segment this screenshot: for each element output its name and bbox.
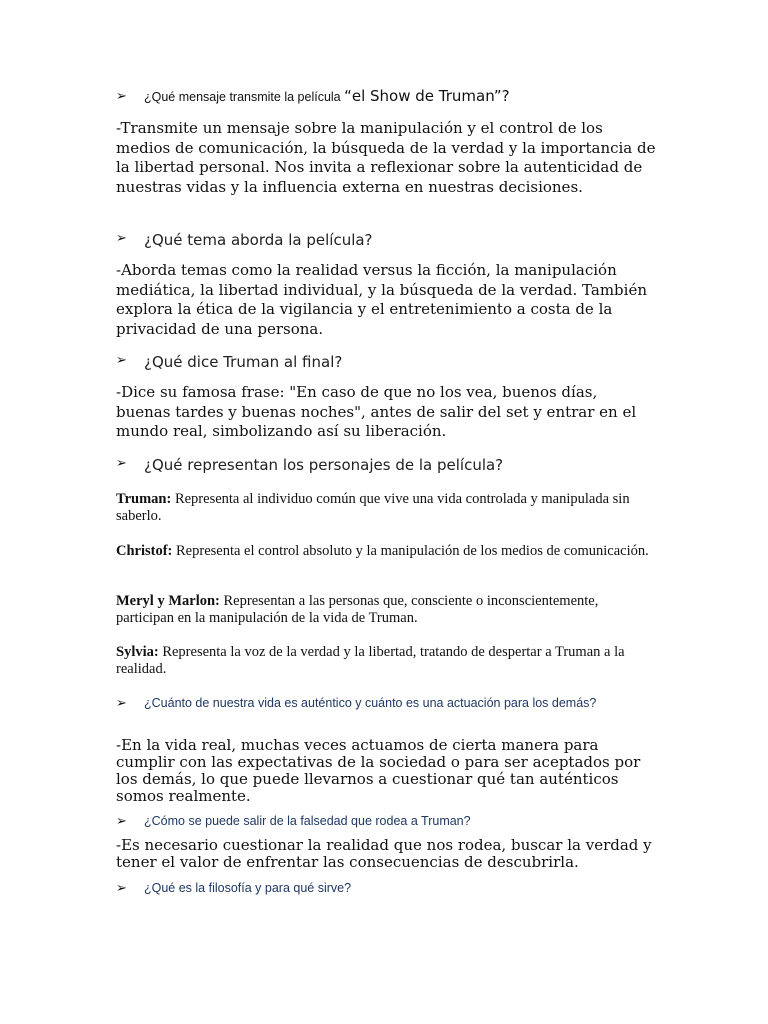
answer-1: -Transmite un mensaje sobre la manipulación y el control de los medios de comunicación, la búsqueda de la verdad y la importancia de la libertad personal. Nos invita a reflexionar sobre la autenticidad de nuestras vidas y la influencia externa en nuestras decisiones. <box>116 119 656 196</box>
character-truman <box>116 491 651 525</box>
answer-2: -Aborda temas como la realidad versus la ficción, la manipulación mediática, la libertad individual, y la búsqueda de la verdad. También explora la ética de la vigilancia y el entretenimiento a costa de la privacidad de una persona. <box>116 261 647 338</box>
character-description: Representa al individuo común que vive una vida controlada y manipulada sin saberlo. <box>116 491 630 524</box>
character-name: Meryl y Marlon: <box>116 593 220 609</box>
arrow-bullet-icon: ➢ <box>116 696 127 711</box>
character-name: Truman: <box>116 491 172 507</box>
arrow-bullet-icon: ➢ <box>116 814 127 829</box>
question-6-text: ¿Cómo se puede salir de la falsedad que rodea a Truman? <box>144 814 471 828</box>
question-1 <box>116 88 510 106</box>
arrow-bullet-icon: ➢ <box>116 231 127 246</box>
question-3 <box>116 352 342 372</box>
answer-3: -Dice su famosa frase: "En caso de que no los vea, buenos días, buenas tardes y buenas noches", antes de salir del set y entrar en el mundo real, simbolizando así su liberación. <box>116 383 637 441</box>
character-name: Christof: <box>116 543 173 559</box>
question-4 <box>116 455 503 475</box>
answer-5: -En la vida real, muchas veces actuamos de cierta manera para cumplir con las expectativas de la sociedad o para ser aceptados por los demás, lo que puede llevarnos a cuestionar qué tan auténticos somos realmente. <box>116 736 641 805</box>
question-4-text: ¿Qué representan los personajes de la película? <box>144 456 504 474</box>
character-sylvia <box>116 644 651 678</box>
question-5-text: ¿Cuánto de nuestra vida es auténtico y cuánto es una actuación para los demás? <box>144 696 597 710</box>
arrow-bullet-icon: ➢ <box>116 89 127 104</box>
character-christof <box>116 543 651 560</box>
question-5 <box>116 695 624 713</box>
arrow-bullet-icon: ➢ <box>116 353 127 368</box>
question-7-text: ¿Qué es la filosofía y para qué sirve? <box>144 881 352 895</box>
question-7 <box>116 880 624 898</box>
question-6 <box>116 813 624 831</box>
question-1-title: “el Show de Truman”? <box>344 87 510 105</box>
arrow-bullet-icon: ➢ <box>116 456 127 471</box>
character-meryl-marlon <box>116 593 651 627</box>
question-2 <box>116 230 373 250</box>
question-1-text: ¿Qué mensaje transmite la película <box>144 90 345 104</box>
question-3-text: ¿Qué dice Truman al final? <box>144 353 343 371</box>
answer-6: -Es necesario cuestionar la realidad que nos rodea, buscar la verdad y tener el valor de enfrentar las consecuencias de descubrirla. <box>116 836 652 871</box>
character-description: Representa el control absoluto y la manipulación de los medios de comunicación. <box>172 543 649 559</box>
question-2-text: ¿Qué tema aborda la película? <box>144 231 373 249</box>
character-description: Representan a las personas que, consciente o inconscientemente, participan en la manipulación de la vida de Truman. <box>116 593 599 626</box>
character-name: Sylvia: <box>116 644 159 660</box>
character-description: Representa la voz de la verdad y la libertad, tratando de despertar a Truman a la realidad. <box>116 644 625 677</box>
arrow-bullet-icon: ➢ <box>116 881 127 896</box>
